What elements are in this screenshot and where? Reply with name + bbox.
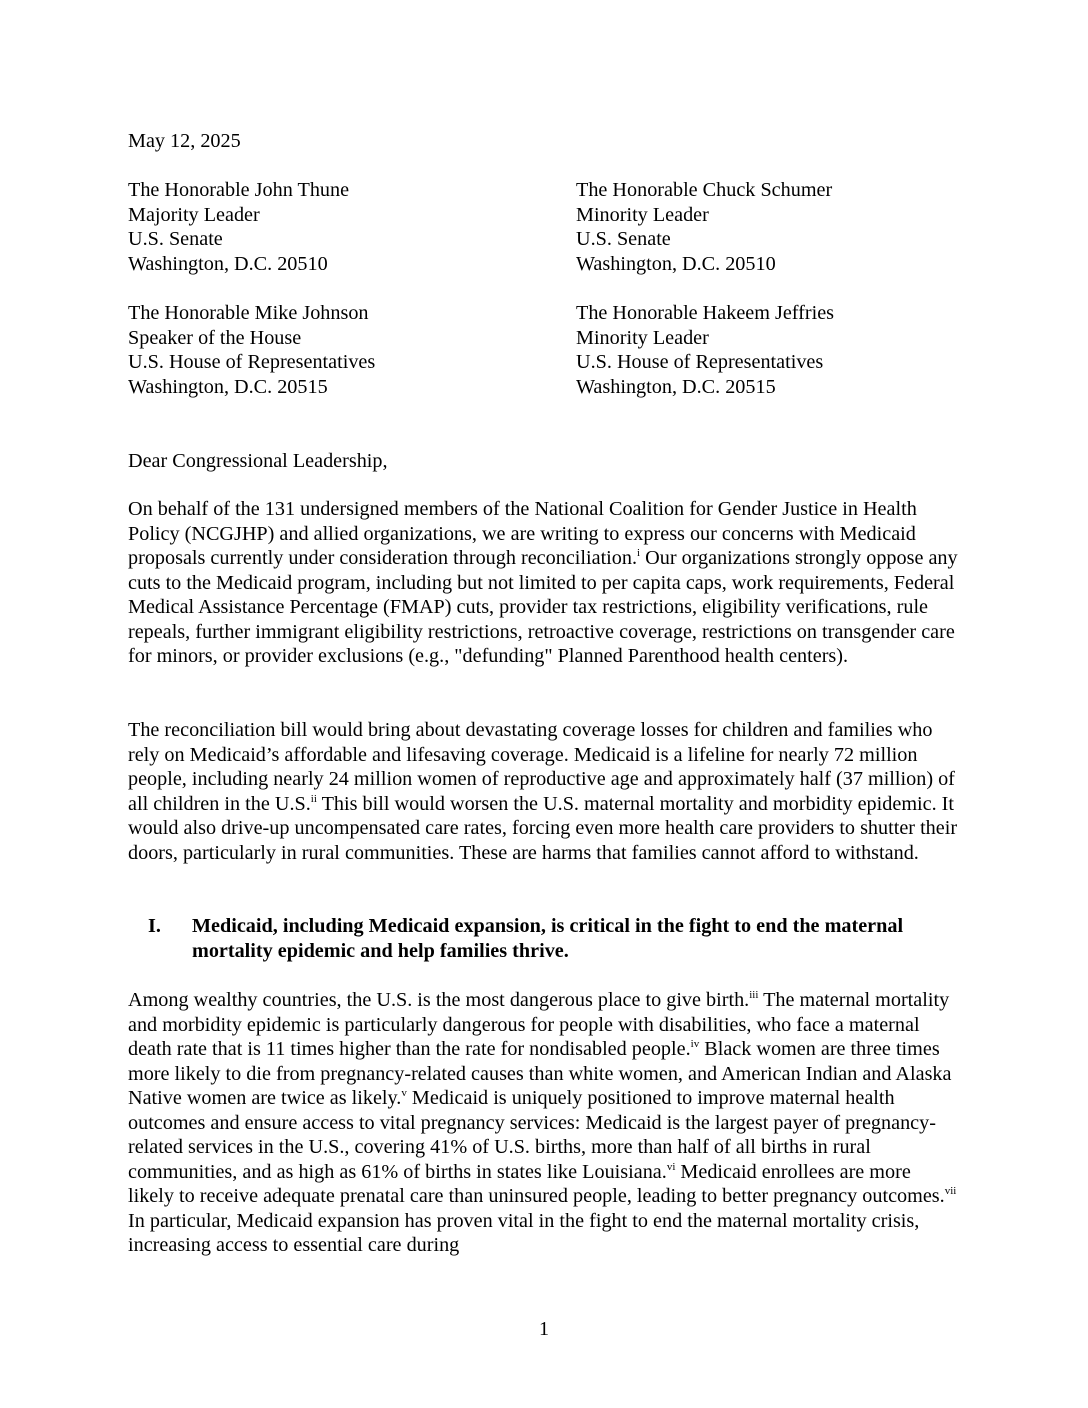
section-number: I. (148, 915, 161, 937)
recipient-name: The Honorable John Thune (128, 179, 350, 201)
recipient-name: The Honorable Mike Johnson (128, 302, 369, 324)
footnote-ref[interactable]: ii (310, 792, 317, 805)
footnote-ref[interactable]: vii (944, 1185, 957, 1197)
recipient-address: Washington, D.C. 20510 (576, 252, 776, 275)
recipient-body: U.S. House of Representatives (128, 351, 376, 373)
recipient-title: Speaker of the House (128, 326, 302, 349)
recipient-jeffries (576, 301, 834, 399)
recipient-address: Washington, D.C. 20515 (576, 375, 776, 398)
recipient-name: The Honorable Chuck Schumer (576, 179, 833, 201)
recipient-title: Minority Leader (576, 203, 709, 226)
recipient-schumer (576, 178, 832, 276)
paragraph-3: Among wealthy countries, the U.S. is the most dangerous place to give birth.$^{iii}$ The maternal mortality and morbidity epidemic is particularly dangerous for people with disabilities, who face a maternal death rate that is 11 times higher than the rate for nondisabled people.$^{iv}$ Black women are three times more likely to die from pregnancy-related causes than white women, and American Indian and Alaska Native women are twice as likely.$^v$ Medicaid is uniquely positioned to improve maternal health outcomes and ensure access to vital pregnancy services: Medicaid is the largest payer of pregnancy-related services in the U.S., covering 41% of U.S. births, more than half of all births in rural communities, and as high as 61% of births in states like Louisiana.$^{vi}$ Medicaid enrollees are more likely to receive adequate prenatal care than uninsured people, leading to better pregnancy outcomes.$^{vii}$ In particular, Medicaid expansion has proven vital in the fight to end the maternal mortality crisis, increasing access to essential care during (128, 989, 957, 1256)
recipient-thune (128, 178, 349, 276)
recipient-title: Majority Leader (128, 203, 260, 226)
recipient-body: U.S. Senate (576, 228, 671, 250)
recipient-address: Washington, D.C. 20515 (128, 375, 328, 398)
recipient-body: U.S. Senate (128, 228, 223, 250)
footnote-ref[interactable]: vi (666, 1160, 676, 1173)
footnote-ref[interactable]: i (637, 547, 641, 559)
recipient-body: U.S. House of Representatives (576, 351, 824, 373)
section-heading-1 (148, 914, 968, 963)
recipient-address: Washington, D.C. 20510 (128, 252, 328, 275)
paragraph-2: The reconciliation bill would bring about devastating coverage losses for children and families who rely on Medicaid’s affordable and lifesaving coverage. Medicaid is a lifeline for nearly 72 million people, including nearly 24 million women of reproductive age and approximately half (37 million) of all children in the U.S.$^{ii}$ This bill would worsen the U.S. maternal mortality and morbidity epidemic. It would also drive-up uncompensated care rates, forcing even more health care providers to shutter their doors, particularly in rural communities. These are harms that families cannot afford to withstand. (128, 719, 958, 864)
recipient-johnson (128, 301, 375, 399)
footnote-ref[interactable]: iii (749, 989, 759, 1001)
section-title: Medicaid, including Medicaid expansion, is critical in the fight to end the maternal mortality epidemic and help families thrive. (192, 915, 904, 962)
footnote-ref[interactable]: v (401, 1087, 407, 1099)
salutation: Dear Congressional Leadership, (128, 450, 388, 472)
page-number: 1 (539, 1318, 549, 1340)
recipient-title: Minority Leader (576, 326, 709, 349)
letter-date: May 12, 2025 (128, 130, 241, 152)
paragraph-1: On behalf of the 131 undersigned members of the National Coalition for Gender Justice in Health Policy (NCGJHP) and allied organizations, we are writing to express our concerns with Medicaid proposals currently under consideration through reconciliation.$^i$ Our organizations strongly oppose any cuts to the Medicaid program, including but not limited to per capita caps, work requirements, Federal Medical Assistance Percentage (FMAP) cuts, provider tax restrictions, eligibility verifications, rule repeals, further immigrant eligibility restrictions, retroactive coverage, restrictions on transgender care for minors, or provider exclusions (e.g., "defunding" Planned Parenthood health centers). (128, 498, 958, 667)
recipient-name: The Honorable Hakeem Jeffries (576, 302, 835, 324)
footnote-ref[interactable]: iv (690, 1038, 700, 1050)
